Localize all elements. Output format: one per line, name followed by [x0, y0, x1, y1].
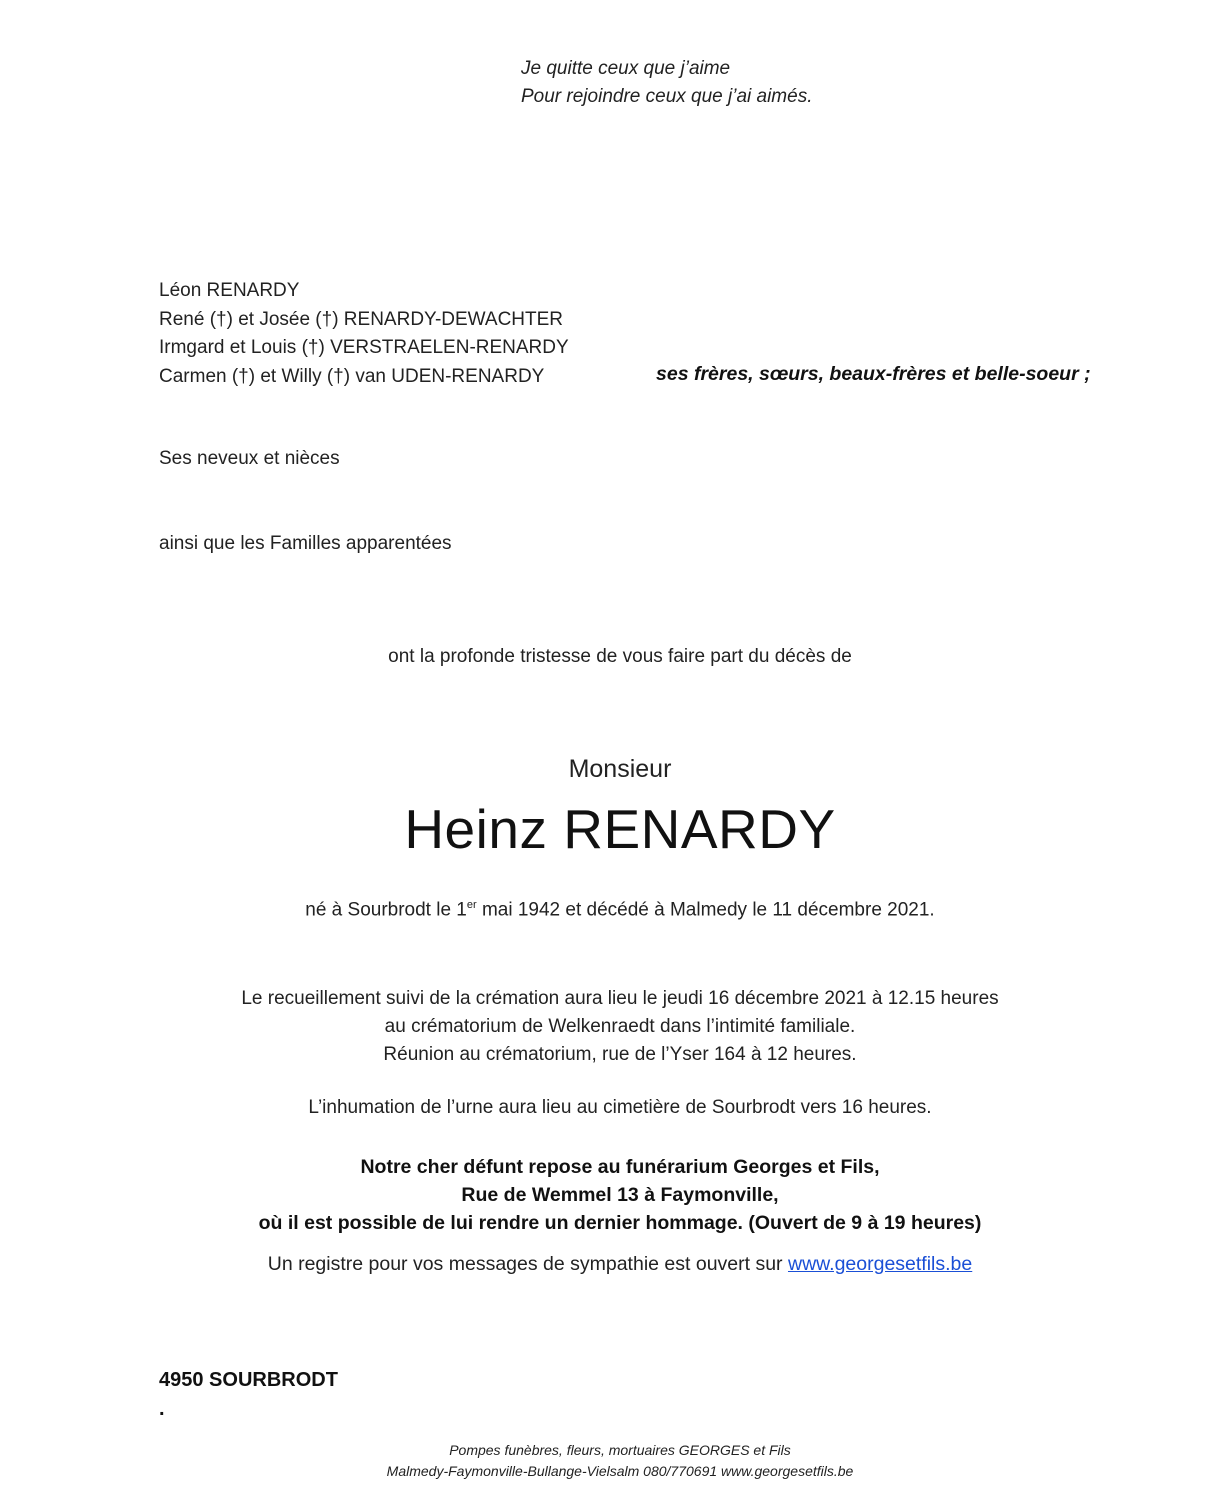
nephews-line: Ses neveux et nièces — [159, 448, 340, 469]
family-member: Irmgard et Louis (†) VERSTRAELEN-RENARDY — [159, 337, 569, 358]
ceremony-info — [0, 985, 1214, 1069]
family-relation: ses frères, sœurs, beaux-frères et belle-soeur ; — [656, 363, 1091, 385]
announcement: ont la profonde tristesse de vous faire part du décès de — [388, 646, 852, 667]
footer-line-2: Malmedy-Faymonville-Bullange-Vielsalm 080/770691 www.georgesetfils.be — [386, 1463, 854, 1479]
deceased-title: Monsieur — [568, 755, 672, 783]
deceased-name: Heinz RENARDY — [404, 798, 836, 860]
register-link[interactable]: www.georgesetfils.be — [787, 1253, 973, 1275]
repose-line-3: où il est possible de lui rendre un dernier hommage. (Ouvert de 9 à 19 heures) — [258, 1212, 982, 1234]
repose-line-2: Rue de Wemmel 13 à Faymonville, — [461, 1184, 779, 1206]
family-list — [159, 277, 569, 391]
ceremony-line-2: au crématorium de Welkenraedt dans l’intimité familiale. — [384, 1016, 856, 1037]
family-member: Léon RENARDY — [159, 280, 300, 301]
repose-info — [0, 1153, 1214, 1237]
relatives-line: ainsi que les Familles apparentées — [159, 533, 452, 554]
poem-line-1: Je quitte ceux que j’aime — [521, 58, 731, 79]
poem — [521, 55, 813, 111]
family-member: René (†) et Josée (†) RENARDY-DEWACHTER — [159, 308, 564, 330]
address-city: 4950 SOURBRODT — [159, 1369, 338, 1391]
ceremony-line-3: Réunion au crématorium, rue de l’Yser 164 à 12 heures. — [383, 1044, 857, 1065]
dates-superscript: er — [466, 899, 477, 911]
footer-line-1: Pompes funèbres, fleurs, mortuaires GEORGES et Fils — [449, 1442, 791, 1458]
family-member: Carmen (†) et Willy (†) van UDEN-RENARDY — [159, 365, 545, 387]
ceremony-line-1: Le recueillement suivi de la crémation aura lieu le jeudi 16 décembre 2021 à 12.15 heures — [241, 988, 999, 1009]
register-text: Un registre pour vos messages de sympathie est ouvert sur — [267, 1253, 788, 1275]
dates-suffix: mai 1942 et décédé à Malmedy le 11 décembre 2021. — [476, 899, 935, 921]
repose-line-1: Notre cher défunt repose au funérarium Georges et Fils, — [360, 1156, 880, 1178]
footer — [0, 1440, 1214, 1482]
inhumation-info: L’inhumation de l’urne aura lieu au cimetière de Sourbrodt vers 16 heures. — [308, 1097, 932, 1118]
dates-prefix: né à Sourbrodt le 1 — [305, 899, 467, 921]
birth-death-dates — [0, 899, 1214, 921]
poem-line-2: Pour rejoindre ceux que j’ai aimés. — [521, 86, 813, 107]
register-info — [0, 1253, 1214, 1276]
address-dot: . — [159, 1398, 165, 1420]
